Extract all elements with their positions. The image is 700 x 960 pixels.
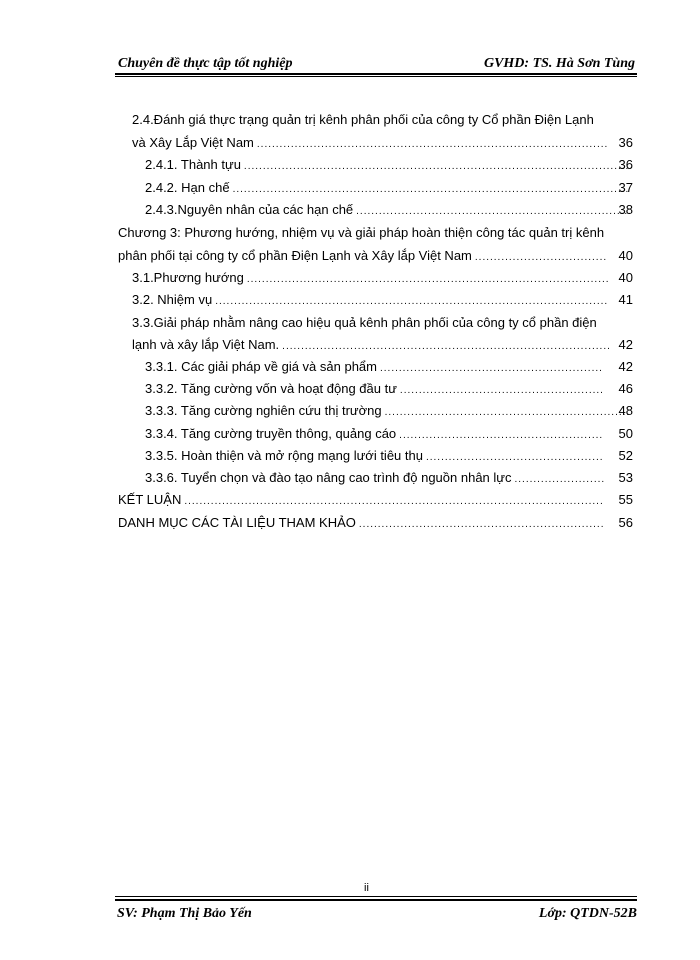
toc-page-3-3-4: 50 — [618, 426, 633, 441]
dot-leader — [400, 383, 602, 399]
dot-leader — [282, 339, 609, 355]
toc-entry-2-4-3-text: 2.4.3.Nguyên nhân của các hạn chế — [145, 202, 354, 217]
page-number: ii — [364, 882, 369, 894]
dot-leader — [399, 428, 602, 444]
toc-page-3-3-3: 48 — [618, 403, 633, 418]
toc-entry-2-4-1-text: 2.4.1. Thành tựu — [145, 157, 241, 172]
toc-page-3-1: 40 — [618, 270, 633, 285]
toc-entry-3-3-1-text: 3.3.1. Các giải pháp về giá và sản phẩm — [145, 359, 377, 374]
toc-entry-3-3-line1: 3.3.Giải pháp nhằm nâng cao hiệu quả kênh phân phối của công ty cổ phần điện — [132, 315, 597, 330]
toc-page-3-2: 41 — [618, 292, 633, 307]
toc-references-text: DANH MỤC CÁC TÀI LIỆU THAM KHẢO — [118, 515, 356, 530]
toc-page-2-4: 36 — [618, 135, 633, 150]
toc-entry-3-2[interactable] — [132, 292, 612, 310]
toc-entry-2-4-line1: 2.4.Đánh giá thực trạng quản trị kênh phân phối của công ty Cổ phần Điện Lạnh — [132, 112, 594, 127]
toc-entry-3-3-3[interactable] — [145, 403, 633, 421]
toc-entry-2-4-2[interactable] — [145, 180, 633, 198]
toc-page-3-3-2: 46 — [618, 381, 633, 396]
toc-entry-3-3[interactable] — [132, 337, 612, 355]
toc-conclusion-text: KẾT LUẬN — [118, 492, 182, 507]
footer-student-name: SV: Phạm Thị Bảo Yến — [117, 906, 252, 921]
footer-rule — [115, 899, 637, 901]
dot-leader — [475, 250, 607, 266]
dot-leader — [380, 361, 602, 377]
toc-entry-3-3-4[interactable] — [145, 426, 605, 444]
toc-entry-3-3-2[interactable] — [145, 381, 605, 399]
toc-entry-2-4-1[interactable] — [145, 157, 633, 175]
footer-class: Lớp: QTDN-52B — [538, 906, 637, 921]
toc-entry-3-3-6[interactable] — [145, 470, 607, 488]
dot-leader — [356, 204, 630, 220]
toc-entry-3-3-6-text: 3.3.6. Tuyển chọn và đào tạo nâng cao trình độ nguồn nhân lực — [145, 470, 512, 485]
dot-leader — [244, 159, 630, 175]
toc-entry-3-1-text: 3.1.Phương hướng — [132, 270, 244, 285]
dot-leader — [233, 182, 630, 198]
dot-leader — [359, 517, 603, 533]
dot-leader — [426, 450, 602, 466]
toc-entry-3-3-5[interactable] — [145, 448, 605, 466]
toc-page-3-3-1: 42 — [618, 359, 633, 374]
toc-page-3-3: 42 — [618, 337, 633, 352]
dot-leader — [247, 272, 609, 288]
toc-chapter-3-line1: Chương 3: Phương hướng, nhiệm vụ và giải pháp hoàn thiện công tác quản trị kênh — [118, 225, 605, 240]
toc-entry-2-4-3[interactable] — [145, 202, 633, 220]
dot-leader — [184, 494, 603, 510]
toc-conclusion[interactable] — [118, 492, 606, 510]
toc-entry-3-3-3-text: 3.3.3. Tăng cường nghiên cứu thị trường — [145, 403, 382, 418]
toc-page-chapter-3: 40 — [618, 248, 633, 263]
toc-entry-3-1[interactable] — [132, 270, 612, 288]
toc-entry-3-3-4-text: 3.3.4. Tăng cường truyền thông, quảng cáo — [145, 426, 397, 441]
toc-chapter-3[interactable] — [118, 248, 610, 266]
toc-chapter-3-line2: phân phối tại công ty cổ phần Điện Lạnh và Xây lắp Việt Nam — [118, 248, 472, 263]
toc-page-references: 56 — [618, 515, 633, 530]
toc-entry-3-2-text: 3.2. Nhiệm vụ — [132, 292, 213, 307]
toc-entry-2-4[interactable] — [132, 135, 612, 153]
header-left-title: Chuyên đề thực tập tốt nghiệp — [118, 56, 293, 71]
header-right-advisor: GVHD: TS. Hà Sơn Tùng — [483, 56, 635, 71]
footer-rule-thin — [115, 896, 637, 897]
toc-page-3-3-6: 53 — [618, 470, 633, 485]
toc-page-conclusion: 55 — [618, 492, 633, 507]
toc-entry-3-3-5-text: 3.3.5. Hoàn thiện và mở rộng mạng lưới tiêu thụ — [145, 448, 423, 463]
toc-page-3-3-5: 52 — [618, 448, 633, 463]
toc-entry-2-4-line2: và Xây Lắp Việt Nam — [132, 135, 254, 150]
toc-page-2-4-2: 37 — [618, 180, 633, 195]
dot-leader — [215, 294, 609, 310]
dot-leader — [257, 137, 609, 153]
dot-leader — [514, 472, 604, 488]
toc-page-2-4-3: 38 — [618, 202, 633, 217]
toc-page-2-4-1: 36 — [618, 157, 633, 172]
dot-leader — [385, 405, 630, 421]
toc-entry-3-3-2-text: 3.3.2. Tăng cường vốn và hoạt động đầu tư — [145, 381, 397, 396]
page-footer — [115, 906, 637, 926]
toc-entry-3-3-line2: lạnh và xây lắp Việt Nam. — [132, 337, 280, 352]
toc-entry-2-4-2-text: 2.4.2. Hạn chế — [145, 180, 230, 195]
toc-entry-3-3-1[interactable] — [145, 359, 605, 377]
toc-references[interactable] — [118, 515, 606, 533]
